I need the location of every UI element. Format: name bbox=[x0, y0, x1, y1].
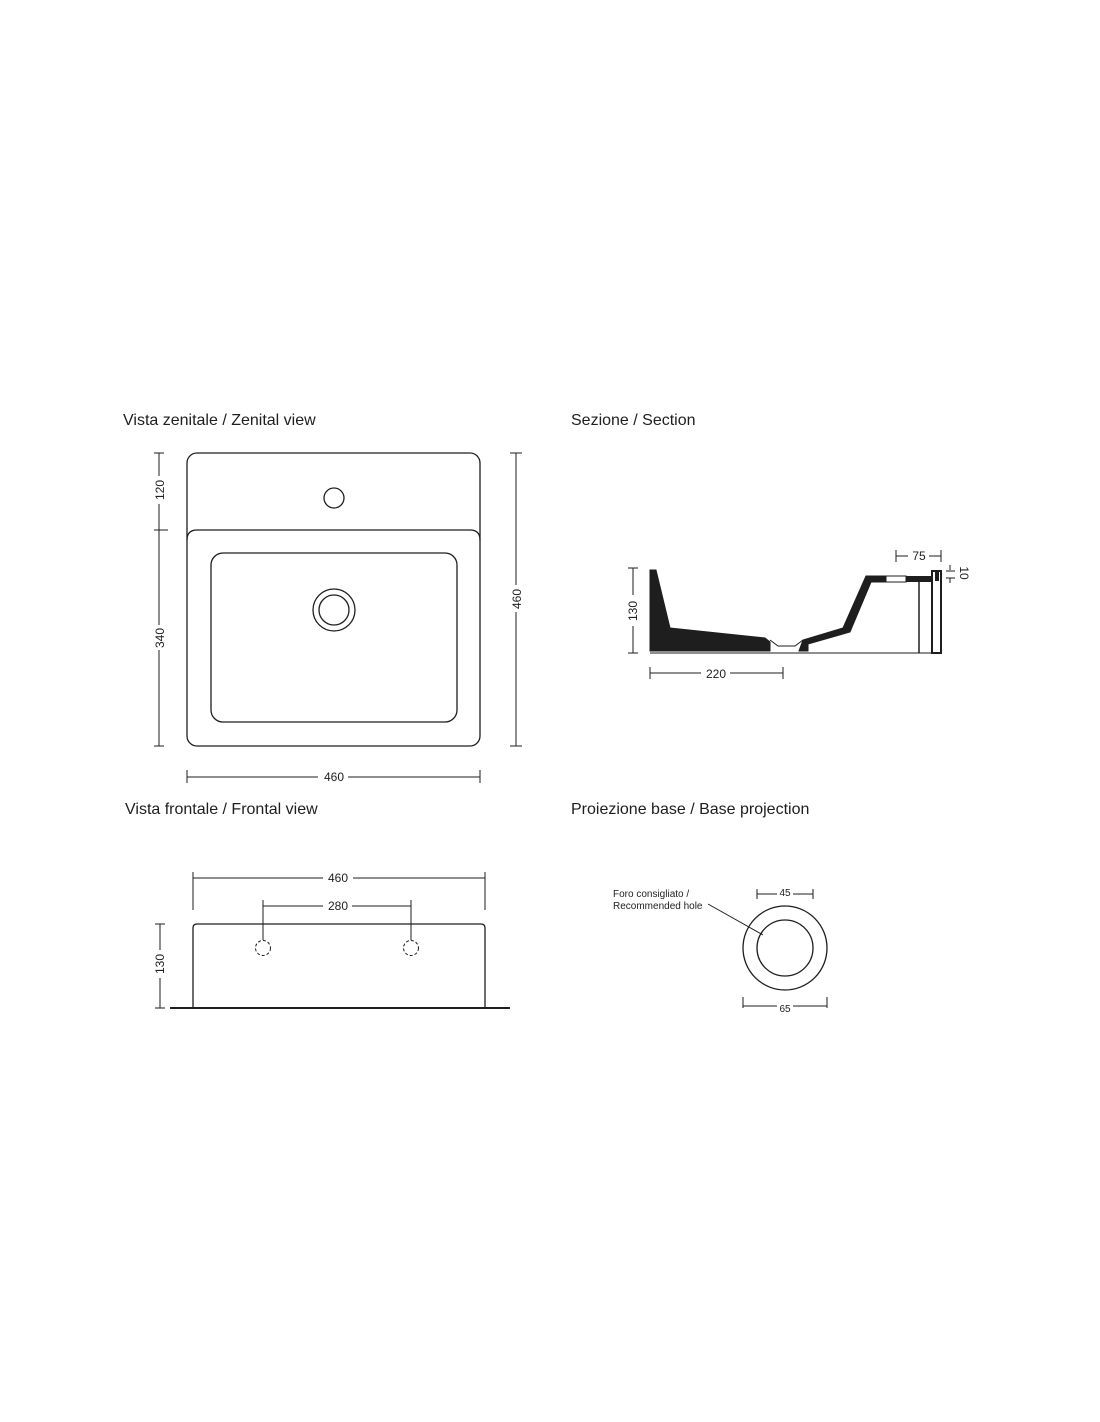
note-line-2: Recommended hole bbox=[613, 901, 703, 912]
section-view-drawing bbox=[650, 570, 941, 653]
zenital-view-title: Vista zenitale / Zenital view bbox=[123, 412, 316, 429]
base-projection-title: Proiezione base / Base projection bbox=[571, 801, 810, 818]
section-dimensions bbox=[628, 550, 955, 679]
dim-label-section-height: 130 bbox=[626, 600, 640, 622]
drain-section bbox=[770, 640, 803, 646]
dim-label-section-half-width: 220 bbox=[705, 667, 727, 681]
frontal-dimensions bbox=[155, 872, 485, 1008]
basin-outline bbox=[187, 453, 480, 746]
hidden-hole-left bbox=[256, 941, 271, 956]
frontal-outline bbox=[193, 924, 485, 1008]
back-wall-section bbox=[932, 571, 941, 653]
dim-label-hole-spacing: 280 bbox=[327, 899, 349, 913]
recommended-hole bbox=[757, 920, 813, 976]
dim-label-inner-diameter: 45 bbox=[779, 888, 791, 899]
dim-label-frontal-width: 460 bbox=[327, 871, 349, 885]
section-view-title: Sezione / Section bbox=[571, 412, 696, 429]
left-wall-section bbox=[650, 570, 770, 651]
dim-label-outer-diameter: 65 bbox=[779, 1004, 791, 1015]
outer-ring bbox=[743, 906, 827, 990]
frontal-view-drawing bbox=[170, 924, 510, 1008]
dim-label-basin-depth: 340 bbox=[153, 627, 167, 649]
deck-line bbox=[187, 530, 480, 540]
tap-hole-section bbox=[886, 576, 906, 582]
zenital-dimensions bbox=[154, 453, 522, 783]
hidden-hole-right bbox=[404, 941, 419, 956]
note-line-1: Foro consigliato / bbox=[613, 889, 690, 900]
dim-label-total-depth: 460 bbox=[510, 588, 524, 610]
frontal-view-title: Vista frontale / Frontal view bbox=[125, 801, 318, 818]
right-wall-section bbox=[799, 576, 885, 651]
dim-label-width: 460 bbox=[323, 770, 345, 784]
back-wall-rim bbox=[935, 571, 939, 581]
base-projection-drawing bbox=[708, 904, 827, 990]
drain-inner bbox=[319, 595, 349, 625]
dim-label-rim-thickness: 10 bbox=[957, 566, 971, 580]
zenital-view-drawing bbox=[187, 453, 480, 746]
dim-label-deck-depth: 120 bbox=[153, 479, 167, 501]
dim-label-deck-width: 75 bbox=[912, 549, 926, 563]
tap-hole bbox=[324, 488, 344, 508]
bowl-outline bbox=[211, 553, 457, 722]
dim-label-frontal-height: 130 bbox=[153, 953, 167, 975]
